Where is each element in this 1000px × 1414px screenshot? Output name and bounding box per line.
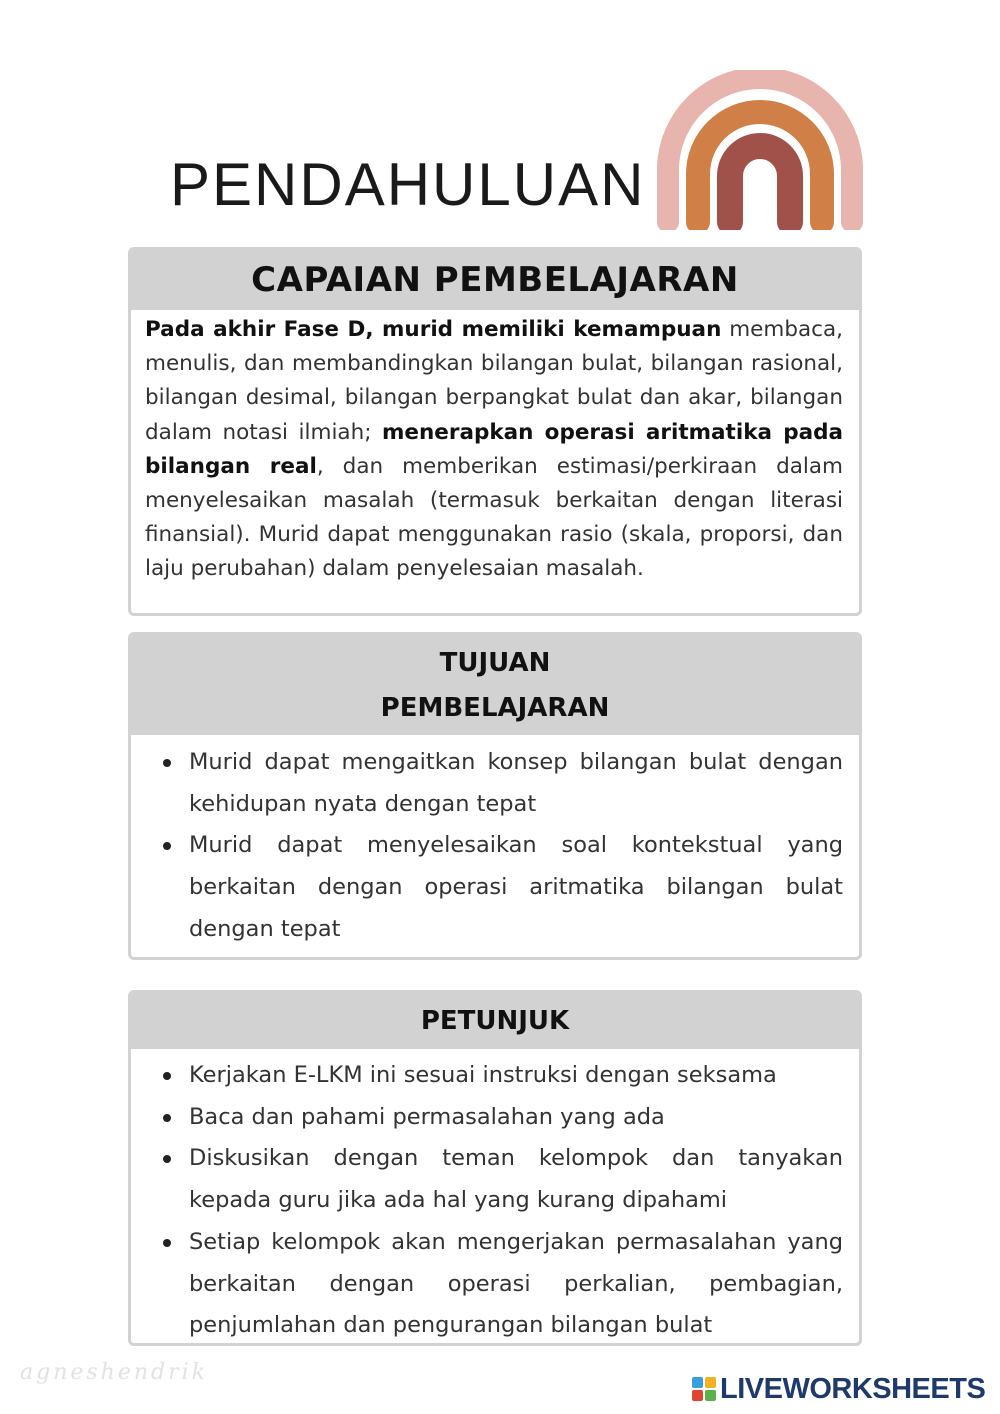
liveworksheets-brand: LIVEWORKSHEETS	[720, 1372, 986, 1405]
list-item	[189, 1097, 843, 1139]
list-item	[189, 825, 843, 950]
bullet-icon	[163, 759, 171, 767]
tujuan-header	[131, 635, 859, 735]
capaian-header: CAPAIAN PEMBELAJARAN	[131, 250, 859, 310]
bullet-icon	[163, 1114, 171, 1122]
bullet-icon	[163, 1239, 171, 1247]
list-item	[189, 1138, 843, 1221]
petunjuk-header: PETUNJUK	[131, 993, 859, 1049]
tujuan-list	[145, 742, 843, 951]
list-item-text: Murid dapat mengaitkan konsep bilangan bulat dengan kehidupan nyata dengan tepat	[189, 749, 843, 817]
tujuan-header-line-1: TUJUAN	[439, 648, 551, 678]
liveworksheets-logo-icon	[692, 1377, 716, 1401]
capaian-text-2: , dan memberikan estimasi/perkiraan dalam menyelesaikan masalah (termasuk berkaitan dengan literasi finansial). Murid dapat menggunakan rasio (skala, proporsi, dan laju perubahan) dalam penyelesaian masalah.	[145, 453, 843, 582]
list-item-text: Baca dan pahami permasalahan yang ada	[189, 1103, 665, 1130]
capaian-bold-2: menerapkan operasi aritmatika pada bilangan real	[145, 419, 843, 479]
capaian-card	[128, 247, 862, 616]
list-item-text: Diskusikan dengan teman kelompok dan tanyakan kepada guru jika ada hal yang kurang dipahami	[189, 1145, 843, 1214]
capaian-body	[131, 310, 859, 587]
signature-watermark: agneshendrik	[20, 1360, 209, 1385]
capaian-text-1: membaca, menulis, dan membandingkan bilangan bulat, bilangan rasional, bilangan desimal, bilangan berpangkat bulat dan akar, bilangan dalam notasi ilmiah;	[145, 317, 843, 445]
bullet-icon	[163, 842, 171, 850]
petunjuk-card	[128, 990, 862, 1346]
tujuan-body	[131, 735, 859, 951]
capaian-bold-1: Pada akhir Fase D, murid memiliki kemampuan	[145, 317, 722, 342]
list-item-text: Setiap kelompok akan mengerjakan permasalahan yang berkaitan dengan operasi perkalian, pembagian, penjumlahan dan pengurangan bilangan bulat	[189, 1228, 843, 1339]
petunjuk-body	[131, 1049, 859, 1346]
list-item-text: Kerjakan E-LKM ini sesuai instruksi dengan seksama	[189, 1062, 777, 1088]
rainbow-icon	[654, 70, 866, 230]
petunjuk-list	[145, 1055, 843, 1346]
tujuan-card	[128, 632, 862, 960]
bullet-icon	[163, 1072, 171, 1080]
page-title: PENDAHULUAN	[170, 151, 646, 218]
tujuan-header-line-2: PEMBELAJARAN	[380, 693, 610, 723]
liveworksheets-logo[interactable]	[692, 1372, 985, 1406]
list-item	[189, 1055, 843, 1097]
list-item-text: Murid dapat menyelesaikan soal kontekstual yang berkaitan dengan operasi aritmatika bilangan bulat dengan tepat	[189, 832, 843, 942]
list-item	[189, 1222, 843, 1346]
list-item	[189, 742, 843, 825]
bullet-icon	[163, 1155, 171, 1163]
